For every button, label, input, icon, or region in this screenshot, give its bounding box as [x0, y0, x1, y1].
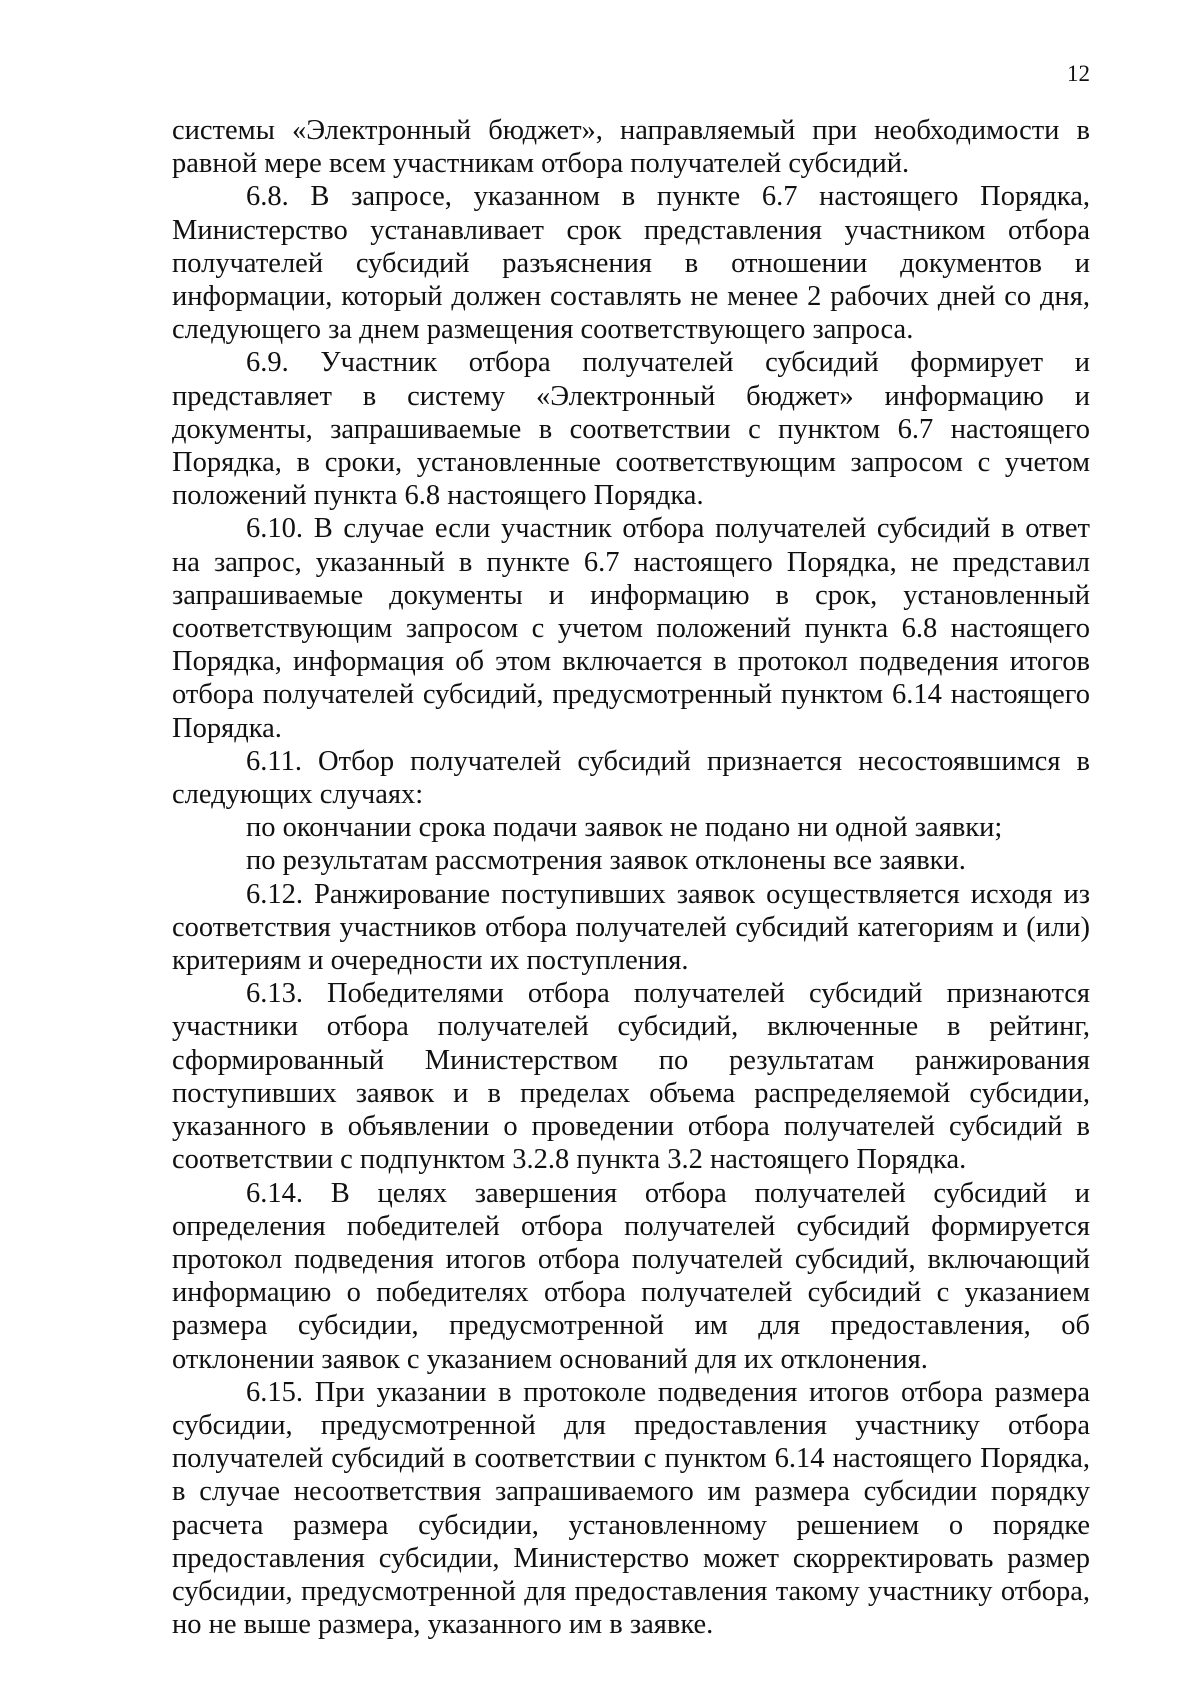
paragraph-6-13: 6.13. Победителями отбора получателей субсидий признаются участники отбора получателей субсидий, включенные в рейтинг, сформированный Министерством по результатам ранжирования поступивших заявок и в пределах объема распределяемой субсидии, указанного в объявлении о проведении отбора получателей субсидий в соответствии с подпунктом 3.2.8 пункта 3.2 настоящего Порядка.	[172, 978, 1090, 1176]
paragraph-6-14: 6.14. В целях завершения отбора получателей субсидий и определения победителей отбора получателей субсидий формируется протокол подведения итогов отбора получателей субсидий, включающий информацию о победителях отбора получателей субсидий с указанием размера субсидии, предусмотренной им для предоставления, об отклонении заявок с указанием оснований для их отклонения.	[172, 1177, 1090, 1375]
paragraph-6-11-item-1: по окончании срока подачи заявок не подано ни одной заявки;	[246, 812, 1003, 844]
document-body	[172, 114, 1090, 1641]
paragraph-6-11: 6.11. Отбор получателей субсидий признается несостоявшимся в следующих случаях:	[172, 745, 1090, 811]
paragraph-6-15: 6.15. При указании в протоколе подведения итогов отбора размера субсидии, предусмотренной для предоставления участнику отбора получателей субсидий в соответствии с пунктом 6.14 настоящего Порядка, в случае несоответствия запрашиваемого им размера субсидии порядку расчета размера субсидии, установленному решением о порядке предоставления субсидии, Министерство может скорректировать размер субсидии, предусмотренной для предоставления такому участнику отбора, но не выше размера, указанного им в заявке.	[172, 1376, 1090, 1641]
paragraph-6-8: 6.8. В запросе, указанном в пункте 6.7 настоящего Порядка, Министерство устанавливает срок представления участником отбора получателей субсидий разъяснения в отношении документов и информации, который должен составлять не менее 2 рабочих дней со дня, следующего за днем размещения соответствующего запроса.	[172, 181, 1090, 346]
paragraph-6-12: 6.12. Ранжирование поступивших заявок осуществляется исходя из соответствия участников отбора получателей субсидий категориям и (или) критериям и очередности их поступления.	[172, 878, 1090, 977]
page-number: 12	[1067, 61, 1090, 86]
paragraph-6-9: 6.9. Участник отбора получателей субсидий формирует и представляет в систему «Электронный бюджет» информацию и документы, запрашиваемые в соответствии с пунктом 6.7 настоящего Порядка, в сроки, установленные соответствующим запросом с учетом положений пункта 6.8 настоящего Порядка.	[172, 347, 1090, 512]
paragraph-continuation: системы «Электронный бюджет», направляемый при необходимости в равной мере всем участникам отбора получателей субсидий.	[172, 115, 1090, 180]
paragraph-6-11-item-2: по результатам рассмотрения заявок отклонены все заявки.	[246, 845, 966, 877]
paragraph-6-10: 6.10. В случае если участник отбора получателей субсидий в ответ на запрос, указанный в пункте 6.7 настоящего Порядка, не представил запрашиваемые документы и информацию в срок, установленный соответствующим запросом с учетом положений пункта 6.8 настоящего Порядка, информация об этом включается в протокол подведения итогов отбора получателей субсидий, предусмотренный пунктом 6.14 настоящего Порядка.	[172, 513, 1090, 744]
